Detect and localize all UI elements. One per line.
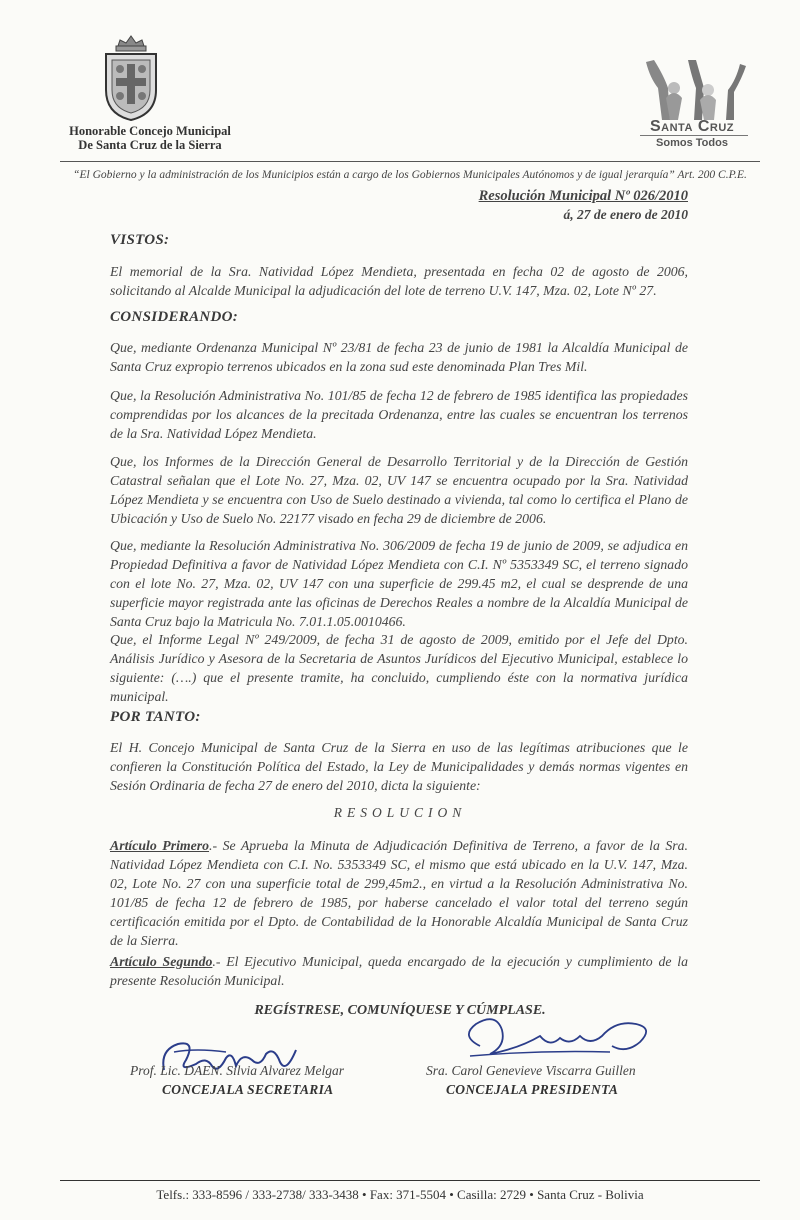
brand-name: Santa Cruz [649,118,734,135]
secretary-name: Prof. Lic. DAEN. Silvia Alvarez Melgar [130,1063,344,1078]
considerando-paragraph-2: Que, la Resolución Administrativa No. 101/85 de fecha 12 de febrero de 1985 identifica las propiedades comprendidas por los alcances de la precitada Ordenanza, entre las cuales se encuentran los terrenos de la Sra. Natividad López Mendieta. [110,388,688,441]
portanto-paragraph: El H. Concejo Municipal de Santa Cruz de la Sierra en uso de las legítimas atribuciones que le confieren la Constitución Política del Estado, la Ley de Municipalidades y demás normas vigentes en Sesión Ordinaria de fecha 27 de enero del 2010, dicta la siguiente: [110,740,688,793]
portanto-heading: POR TANTO: [110,709,201,725]
vistos-paragraph: El memorial de la Sra. Natividad López Mendieta, presentada en fecha 02 de agosto de 2006, solicitando al Alcalde Municipal la adjudicación del lote de terreno U.V. 147, Mza. 02, Lote Nº 27. [110,264,688,298]
considerando-heading: CONSIDERANDO: [110,309,239,325]
article-second [110,952,688,990]
president-name: Sra. Carol Genevieve Viscarra Guillen [426,1063,636,1078]
article-second-text: .- El Ejecutivo Municipal, queda encargado de la ejecución y cumplimiento de la presente Resolución Municipal. [110,954,688,988]
santa-cruz-figures-icon [636,58,748,122]
resolution-number: Resolución Municipal Nº 026/2010 [478,188,688,204]
article-second-label: Artículo Segundo [110,954,213,969]
secretary-title: CONCEJALA SECRETARIA [162,1082,334,1097]
resolucion-title: RESOLUCION [333,805,467,820]
municipal-crest-icon [98,34,164,122]
vistos-heading: VISTOS: [110,232,170,248]
article-first [110,836,688,950]
article-first-label: Artículo Primero [110,838,210,853]
president-title: CONCEJALA PRESIDENTA [446,1082,619,1097]
resolution-date: á, 27 de enero de 2010 [563,207,688,222]
constitutional-motto: “El Gobierno y la administración de los Municipios están a cargo de los Gobiernos Municipales Autónomos y de igual jerarquía” Art. 200 C.P.E. [73,169,747,181]
considerando-paragraph-5: Que, el Informe Legal Nº 249/2009, de fecha 31 de agosto de 2009, emitido por el Jefe del Dpto. Análisis Jurídico y Asesora de la Secretaria de Asuntos Jurídicos del Ejecutivo Municipal, establece lo siguiente: (….) que el presente tramite, ha concluido, cumpliendo éste con la normativa jurídica municipal. [110,632,688,704]
footer-rule [60,1180,760,1181]
president-signature-icon [440,1006,660,1066]
council-name-line1: Honorable Concejo Municipal [69,124,231,138]
considerando-paragraph-4: Que, mediante la Resolución Administrativa No. 306/2009 de fecha 19 de junio de 2009, se adjudica en Propiedad Definitiva a favor de Natividad López Mendieta con C.I. Nº 5353349 SC, el terreno signado con el lote No. 27, Mza. 02, UV 147 con una superficie de 299.45 m2, el cual se desprende de una superficie mayor registrada ante las oficinas de Derechos Reales a nombre de la Alcaldía Municipal de Santa Cruz bajo la Matricula No. 7.01.1.05.0010466. [110,538,688,629]
council-name [40,124,260,152]
footer-contact: Telfs.: 333-8596 / 333-2738/ 333-3438 • Fax: 371-5504 • Casilla: 2729 • Santa Cruz - Bolivia [156,1187,644,1202]
considerando-paragraph-1: Que, mediante Ordenanza Municipal Nº 23/81 de fecha 23 de junio de 1981 la Alcaldía Municipal de Santa Cruz expropio terrenos ubicados en la zona sud este denominada Plan Tres Mil. [110,340,688,374]
closing-formula: REGÍSTRESE, COMUNÍQUESE Y CÚMPLASE. [254,1003,546,1018]
considerando-paragraph-3: Que, los Informes de la Dirección General de Desarrollo Territorial y de la Dirección de Gestión Catastral señalan que el Lote No. 27, Mza. 02, UV 147 se encuentra ocupado por la Sra. Natividad López Mendieta y se encuentra con Uso de Suelo destinado a vivienda, tal como lo certifica el Plano de Ubicación y Uso de Suelo No. 22177 visado en fecha 29 de diciembre de 2006. [110,454,688,526]
header-rule [60,161,760,162]
brand-slogan: Somos Todos [656,137,728,149]
article-first-text: .- Se Aprueba la Minuta de Adjudicación Definitiva de Terreno, a favor de la Sra. Natividad López Mendieta con C.I. No. 5353349 SC, el mismo que está ubicado en la U.V. 147, Mza. 02, Lote No. 27 con una superficie total de 299,45m2., en virtud a la Resolución Administrativa No. 101/85 de fecha 12 de febrero de 1985, por haberse cancelado el valor total del terreno según certificación emitida por el Dpto. de Contabilidad de la Honorable Alcaldía Municipal de Santa Cruz de la Sierra. [110,838,688,948]
brand-divider [640,135,748,136]
council-name-line2: De Santa Cruz de la Sierra [78,138,222,152]
